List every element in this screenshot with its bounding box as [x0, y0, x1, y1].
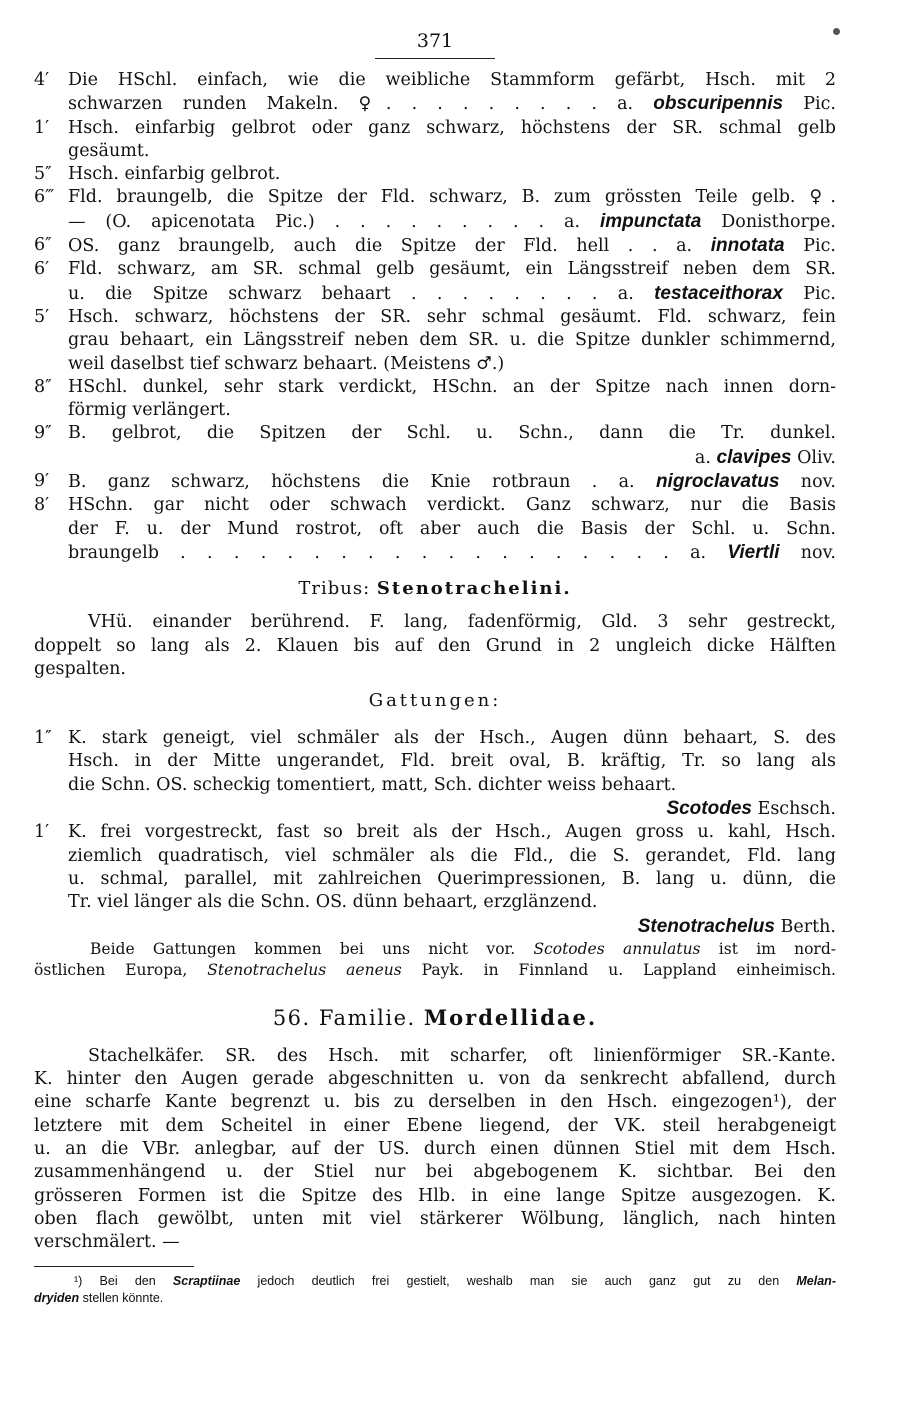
species-lead: schwarzen runden Makeln. ♀. . . . . . . . . a. — [68, 94, 634, 115]
entry-line: der F. u. der Mund rostrot, oft aber auch die Basis der Schl. u. Schn. — [68, 518, 836, 539]
entry-line: HSchl. dunkel, sehr stark verdickt, HSchn. an der Spitze nach innen dorn- — [68, 376, 836, 397]
page-number-rule — [375, 58, 495, 59]
species-author: Pic. — [803, 236, 836, 257]
tribus-description — [34, 611, 836, 681]
family-line: zusammenhängend u. der Stiel nur bei abgebogenem K. sichtbar. Bei den — [34, 1162, 836, 1183]
genera-key — [34, 727, 836, 939]
species-author: Donisthorpe. — [721, 211, 836, 232]
entry-number: 5′ — [34, 306, 50, 327]
note-text: Stenotrachelus aeneus — [207, 960, 402, 979]
note-text: Beide Gattungen kommen bei uns nicht vor. — [90, 939, 534, 958]
genus-name: Scotodes — [666, 798, 752, 820]
entry-number: 8″ — [34, 376, 52, 397]
genus-author: Eschsch. — [757, 799, 836, 820]
family-line: oben flach gewölbt, unten mit viel stärkerer Wölbung, länglich, nach hinten — [34, 1208, 836, 1229]
species-lead: u. die Spitze schwarz behaart . . . . . . . . a. — [68, 283, 634, 304]
entry-line: Hsch. einfarbig gelbrot. — [68, 164, 281, 185]
note-text: östlichen Europa, — [34, 960, 208, 979]
family-prefix: 56. Familie. — [272, 1005, 416, 1030]
species-name: obscuripennis — [653, 93, 784, 115]
entry-line: gesäumt. — [68, 140, 150, 161]
genus-line: u. schmal, parallel, mit zahlreichen Querimpressionen, B. lang u. dünn, die — [68, 868, 836, 889]
key-entry — [34, 117, 836, 164]
note-line — [34, 960, 836, 981]
entry-line: Hsch. einfarbig gelbrot oder ganz schwarz, höchstens der SR. schmal gelb — [68, 117, 836, 138]
genus-line: K. frei vorgestreckt, fast so breit als der Hsch., Augen gross u. kahl, Hsch. — [68, 822, 836, 843]
species-line — [68, 446, 836, 470]
family-line: u. an die VBr. anlegbar, auf der US. durch einen dünnen Stiel mit dem Hsch. — [34, 1138, 836, 1159]
species-name: nigroclavatus — [655, 471, 780, 493]
entry-number: 5″ — [34, 164, 52, 185]
species-name: Viertli — [727, 541, 780, 563]
footnote-text: dryiden — [34, 1291, 80, 1306]
genus-entry — [34, 821, 836, 938]
entry-number: 6′ — [34, 259, 50, 280]
genus-line: Hsch. in der Mitte ungerandet, Fld. breit oval, B. kräftig, Tr. so lang als — [68, 751, 836, 772]
tribus-line: doppelt so lang als 2. Klauen bis auf den Grund in 2 ungleich dicke Hälften — [34, 635, 836, 656]
genus-name-line — [68, 797, 836, 821]
genus-line: die Schn. OS. scheckig tomentiert, matt, Sch. dichter weiss behaart. — [68, 774, 677, 795]
key-entry — [34, 69, 836, 117]
note-line — [34, 939, 836, 960]
page-number: 371 — [416, 30, 454, 52]
entry-line: Fld. braungelb, die Spitze der Fld. schwarz, B. zum grössten Teile gelb. ♀. — [68, 187, 836, 208]
footnote-rule — [34, 1266, 194, 1267]
tribus-line: VHü. einander berührend. F. lang, fadenförmig, Gld. 3 sehr gestreckt, — [88, 612, 836, 633]
footnote-text: jedoch deutlich frei gestielt, weshalb man sie auch ganz gut zu den — [240, 1274, 797, 1289]
genus-line: Tr. viel länger als die Schn. OS. dünn behaart, erzglänzend. — [68, 892, 598, 913]
entry-line: grau behaart, ein Längsstreif neben dem SR. u. die Spitze dunkler schimmernd, — [68, 330, 836, 351]
entry-number: 6″ — [34, 235, 52, 256]
footnote-line — [34, 1290, 836, 1307]
footnote — [34, 1273, 836, 1307]
key-entry — [34, 494, 836, 565]
family-name: Mordellidae. — [423, 1004, 598, 1030]
genus-line: ziemlich quadratisch, viel schmäler als die Fld., die S. gerandet, Fld. lang — [68, 845, 836, 866]
species-line — [68, 92, 836, 116]
key-entry — [34, 470, 836, 494]
genus-number: 1″ — [34, 728, 52, 749]
footnote-text: Melan- — [796, 1274, 836, 1289]
genera-note — [34, 939, 836, 981]
genus-name: Stenotrachelus — [637, 915, 775, 937]
footnote-text: stellen könnte. — [79, 1291, 164, 1306]
genus-number: 1′ — [34, 822, 50, 843]
species-lead: — (O. apicenotata Pic.) . . . . . . . . . a. — [68, 211, 581, 232]
species-lead: a. — [694, 447, 711, 468]
key-entry — [34, 186, 836, 234]
entry-line: Fld. schwarz, am SR. schmal gelb gesäumt, ein Längsstreif neben dem SR. — [68, 259, 836, 280]
footnote-text: Scraptiinae — [172, 1274, 241, 1289]
tribus-heading — [34, 577, 836, 601]
key-entry — [34, 258, 836, 306]
entry-line: B. gelbrot, die Spitzen der Schl. u. Schn., dann die Tr. dunkel. — [68, 423, 836, 444]
entry-line: förmig verlängert. — [68, 400, 231, 421]
note-text: ist im nord- — [700, 939, 837, 958]
genus-author: Berth. — [780, 916, 836, 937]
tribus-name: Stenotrachelini. — [376, 578, 572, 600]
species-author: Oliv. — [797, 447, 836, 468]
gattungen-heading: Gattungen: — [368, 690, 502, 712]
species-line — [68, 541, 836, 565]
note-text: Payk. in Finnland u. Lappland einheimisch. — [401, 960, 836, 979]
tribus-line: gespalten. — [34, 658, 126, 679]
species-author: nov. — [800, 472, 836, 493]
entry-line: Hsch. schwarz, höchstens der SR. sehr schmal gesäumt. Fld. schwarz, fein — [68, 306, 836, 327]
entry-number: 4′ — [34, 70, 50, 90]
entry-line: Die HSchl. einfach, wie die weibliche Stammform gefärbt, Hsch. mit 2 — [68, 70, 836, 90]
entry-number: 9″ — [34, 423, 52, 444]
species-lead: OS. ganz braungelb, auch die Spitze der Fld. hell . . a. — [68, 236, 693, 257]
footnote-text: ¹) Bei den — [74, 1274, 173, 1289]
family-line: grösseren Formen ist die Spitze des Hlb. in eine lange Spitze ausgezogen. K. — [34, 1185, 836, 1206]
entry-number: 1′ — [34, 117, 50, 138]
note-text: Scotodes annulatus — [533, 939, 701, 958]
species-lead: braungelb . . . . . . . . . . . . . . . . . . . a. — [68, 542, 707, 563]
species-line — [68, 282, 836, 306]
family-description — [34, 1045, 836, 1255]
species-line — [68, 210, 836, 234]
species-author: nov. — [800, 542, 836, 563]
key-entry — [34, 376, 836, 423]
species-name: impunctata — [599, 210, 702, 232]
species-author: Pic. — [803, 283, 836, 304]
genus-entry — [34, 727, 836, 821]
species-name: testaceithorax — [654, 282, 783, 304]
key-entries — [34, 69, 836, 565]
entry-number: 8′ — [34, 495, 50, 516]
species-lead: B. ganz schwarz, höchstens die Knie rotbraun . a. — [68, 472, 635, 493]
family-line: eine scharfe Kante begrenzt u. bis zu derselben in den Hsch. eingezogen¹), der — [34, 1092, 836, 1113]
species-line — [68, 470, 836, 494]
entry-number: 6‴ — [34, 187, 55, 208]
tribus-prefix: Tribus: — [298, 578, 371, 600]
family-heading — [34, 1005, 836, 1031]
key-entry — [34, 234, 836, 258]
family-line: letztere mit dem Scheitel in einer Ebene liegend, der VK. steil herabgeneigt — [34, 1115, 836, 1136]
species-author: Pic. — [803, 94, 836, 115]
entry-number: 9′ — [34, 471, 50, 492]
key-entry — [34, 422, 836, 470]
key-entry — [34, 306, 836, 376]
family-line: verschmälert. — — [34, 1232, 180, 1253]
species-line — [68, 234, 836, 258]
genus-line: K. stark geneigt, viel schmäler als der Hsch., Augen dünn behaart, S. des — [68, 728, 836, 749]
family-line: K. hinter den Augen gerade abgeschnitten u. von da senkrecht abfallend, durch — [34, 1069, 836, 1090]
page — [34, 30, 836, 1307]
entry-line: weil daselbst tief schwarz behaart. (Meistens ♂.) — [68, 353, 505, 374]
key-entry — [34, 163, 836, 186]
family-line: Stachelkäfer. SR. des Hsch. mit scharfer, oft linienförmiger SR.-Kante. — [88, 1045, 836, 1066]
genus-name-line — [68, 915, 836, 939]
entry-line: HSchn. gar nicht oder schwach verdickt. Ganz schwarz, nur die Basis — [68, 495, 836, 516]
species-name: clavipes — [716, 446, 792, 468]
footnote-line — [34, 1273, 836, 1290]
species-name: innotata — [710, 235, 785, 257]
